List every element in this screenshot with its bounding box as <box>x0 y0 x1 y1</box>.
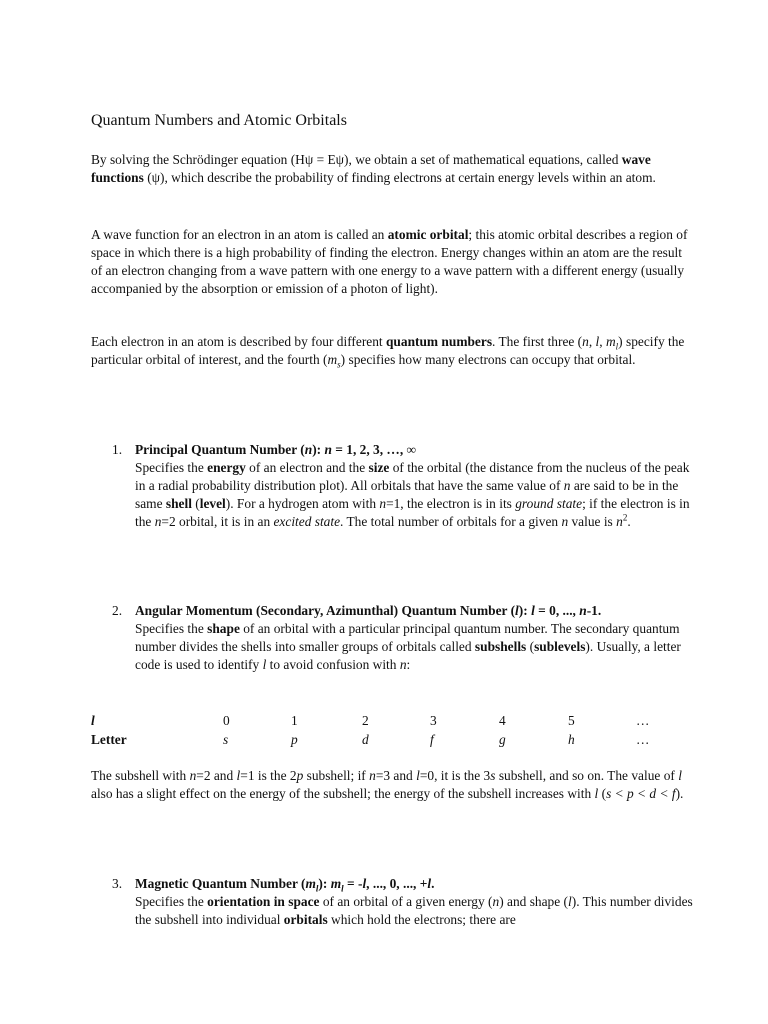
magnetic-quantum-number-text: Specifies the orientation in space of an orbital of a given energy (n) and shape (l). This number divides the subshell into individual orbitals which hold the electrons; there are <box>135 894 693 927</box>
table-row-head: l <box>91 713 95 728</box>
table-row-letter <box>91 731 691 749</box>
magnetic-quantum-number-heading: Magnetic Quantum Number $(m_l)$: $m_l = -l$, ..., 0, ..., +l. <box>135 876 435 894</box>
table-cell: p <box>291 732 298 747</box>
table-cell: s <box>223 732 229 747</box>
table-cell: 1 <box>291 713 298 728</box>
list-number-2: 2. <box>112 603 123 618</box>
table-cell: 4 <box>499 713 506 728</box>
table-cell: g <box>499 732 506 747</box>
table-row-l <box>91 712 691 730</box>
table-cell: 0 <box>223 713 230 728</box>
principal-quantum-number-section <box>135 441 695 531</box>
paragraph-schrodinger: By solving the Schrödinger equation (Hψ = Eψ), we obtain a set of mathematical equations, called wave functions (ψ), which describe the probability of finding electrons at certain energy levels within an atom. <box>91 152 656 185</box>
table-cell: d <box>362 732 369 747</box>
table-cell: f <box>430 732 434 747</box>
table-cell: … <box>636 713 650 728</box>
paragraph-atomic-orbital: A wave function for an electron in an atom is called an atomic orbital; this atomic orbital describes a region of space in which there is a high probability of finding the electron. Energy changes within an atom are the result of an electron changing from a wave pattern with one energy to a wave pattern with a different energy (usually accompanied by the absorption or emission of a photon of light). <box>91 227 688 296</box>
page-title: Quantum Numbers and Atomic Orbitals <box>91 112 347 129</box>
table-cell: 3 <box>430 713 437 728</box>
table-cell: 2 <box>362 713 369 728</box>
table-row-head: Letter <box>91 732 127 747</box>
paragraph-quantum-numbers: Each electron in an atom is described by four different quantum numbers. The first three (n, l, $m_l$) specify the particular orbital of interest, and the fourth $(m_s)$ specifies how many electrons can occupy that orbital. <box>91 334 685 370</box>
principal-quantum-number-text: Specifies the energy of an electron and the size of the orbital (the distance from the nucleus of the peak in a radial probability distribution plot). All orbitals that have the same value of n are said to be in the same shell (level). For a hydrogen atom with n=1, the electron is in its ground state; if the electron is in the n=2 orbital, it is in an excited state. The total number of orbitals for a given n value is $n^2$. <box>135 460 690 529</box>
magnetic-quantum-number-section <box>135 875 695 929</box>
table-cell: … <box>636 732 650 747</box>
angular-momentum-text: Specifies the shape of an orbital with a particular principal quantum number. The secondary quantum number divides the shells into smaller groups of orbitals called subshells (sublevels). Usually, a letter code is used to identify l to avoid confusion with n: <box>135 621 681 672</box>
table-cell: h <box>568 732 575 747</box>
list-number-3: 3. <box>112 876 123 891</box>
angular-momentum-heading: Angular Momentum (Secondary, Azimunthal) Quantum Number (l): l = 0, ..., n-1. <box>135 603 602 618</box>
paragraph-subshell-example: The subshell with n=2 and l=1 is the 2p subshell; if n=3 and l=0, it is the 3s subshell, and so on. The value of l also has a slight effect on the energy of the subshell; the energy of the subshell increases with l (s < p < d < f). <box>91 768 684 801</box>
list-number-1: 1. <box>112 442 123 457</box>
table-cell: 5 <box>568 713 575 728</box>
principal-quantum-number-heading: Principal Quantum Number (n): n = 1, 2, 3, …, ∞ <box>135 442 417 457</box>
angular-momentum-section <box>135 602 695 674</box>
